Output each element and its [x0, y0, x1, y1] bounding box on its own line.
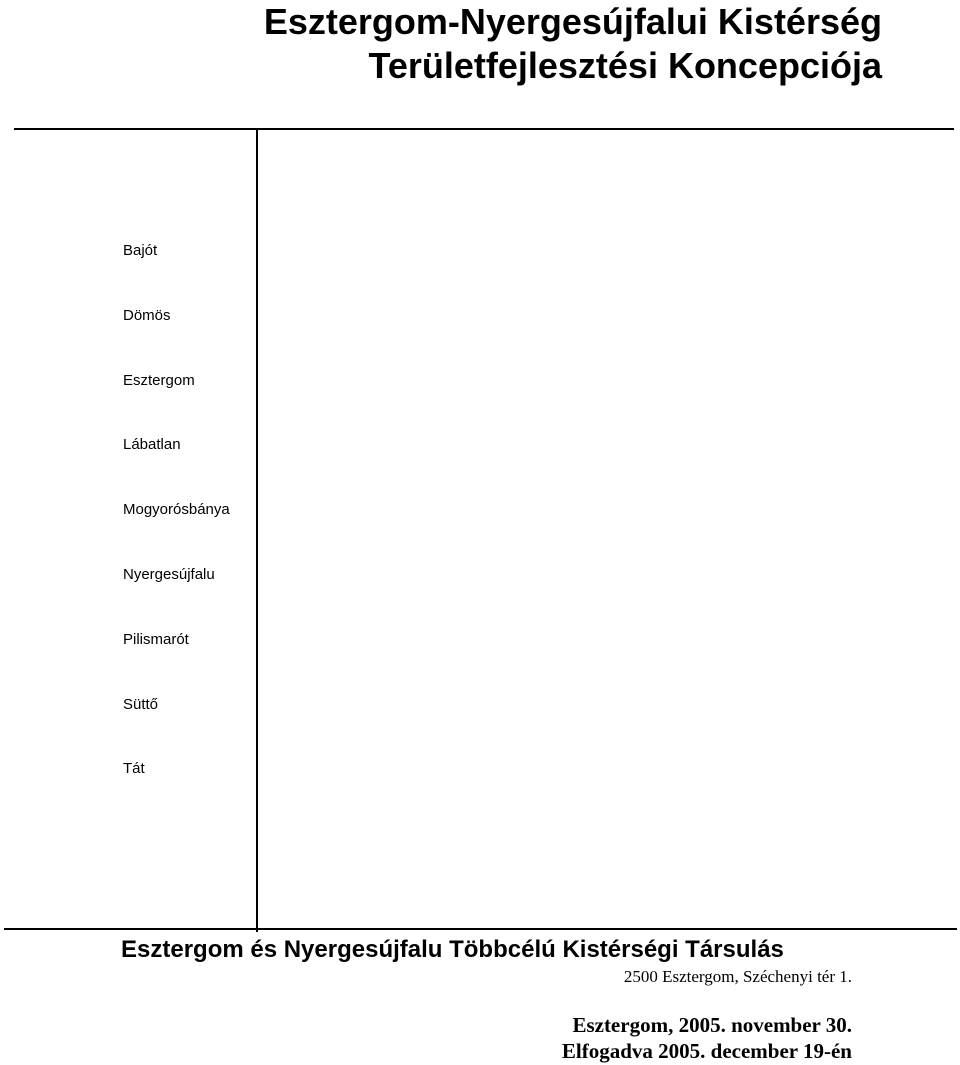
town-item: Süttő [123, 695, 159, 713]
bottom-divider [4, 928, 957, 930]
association-address: 2500 Esztergom, Széchenyi tér 1. [623, 967, 852, 986]
top-divider [14, 128, 954, 130]
town-item: Mogyorósbánya [123, 501, 230, 519]
town-item: Nyergesújfalu [123, 565, 215, 583]
adoption-date: Elfogadva 2005. december 19-én [561, 1039, 852, 1063]
association-name: Esztergom és Nyergesújfalu Többcélú Kistérségi Társulás [121, 936, 784, 963]
title-line-2: Területfejlesztési Koncepciója [368, 45, 882, 86]
town-item: Dömös [123, 306, 171, 324]
document-date: Esztergom, 2005. november 30. [572, 1013, 852, 1037]
vertical-divider [256, 129, 258, 932]
town-list [123, 240, 230, 823]
town-item: Tát [123, 760, 145, 778]
town-item: Pilismarót [123, 630, 189, 648]
town-item: Esztergom [123, 371, 195, 389]
document-title [264, 0, 882, 88]
title-line-1: Esztergom-Nyergesújfalui Kistérség [263, 1, 882, 42]
date-block [562, 1012, 852, 1064]
town-item: Bajót [123, 242, 158, 259]
town-item: Lábatlan [123, 436, 181, 454]
